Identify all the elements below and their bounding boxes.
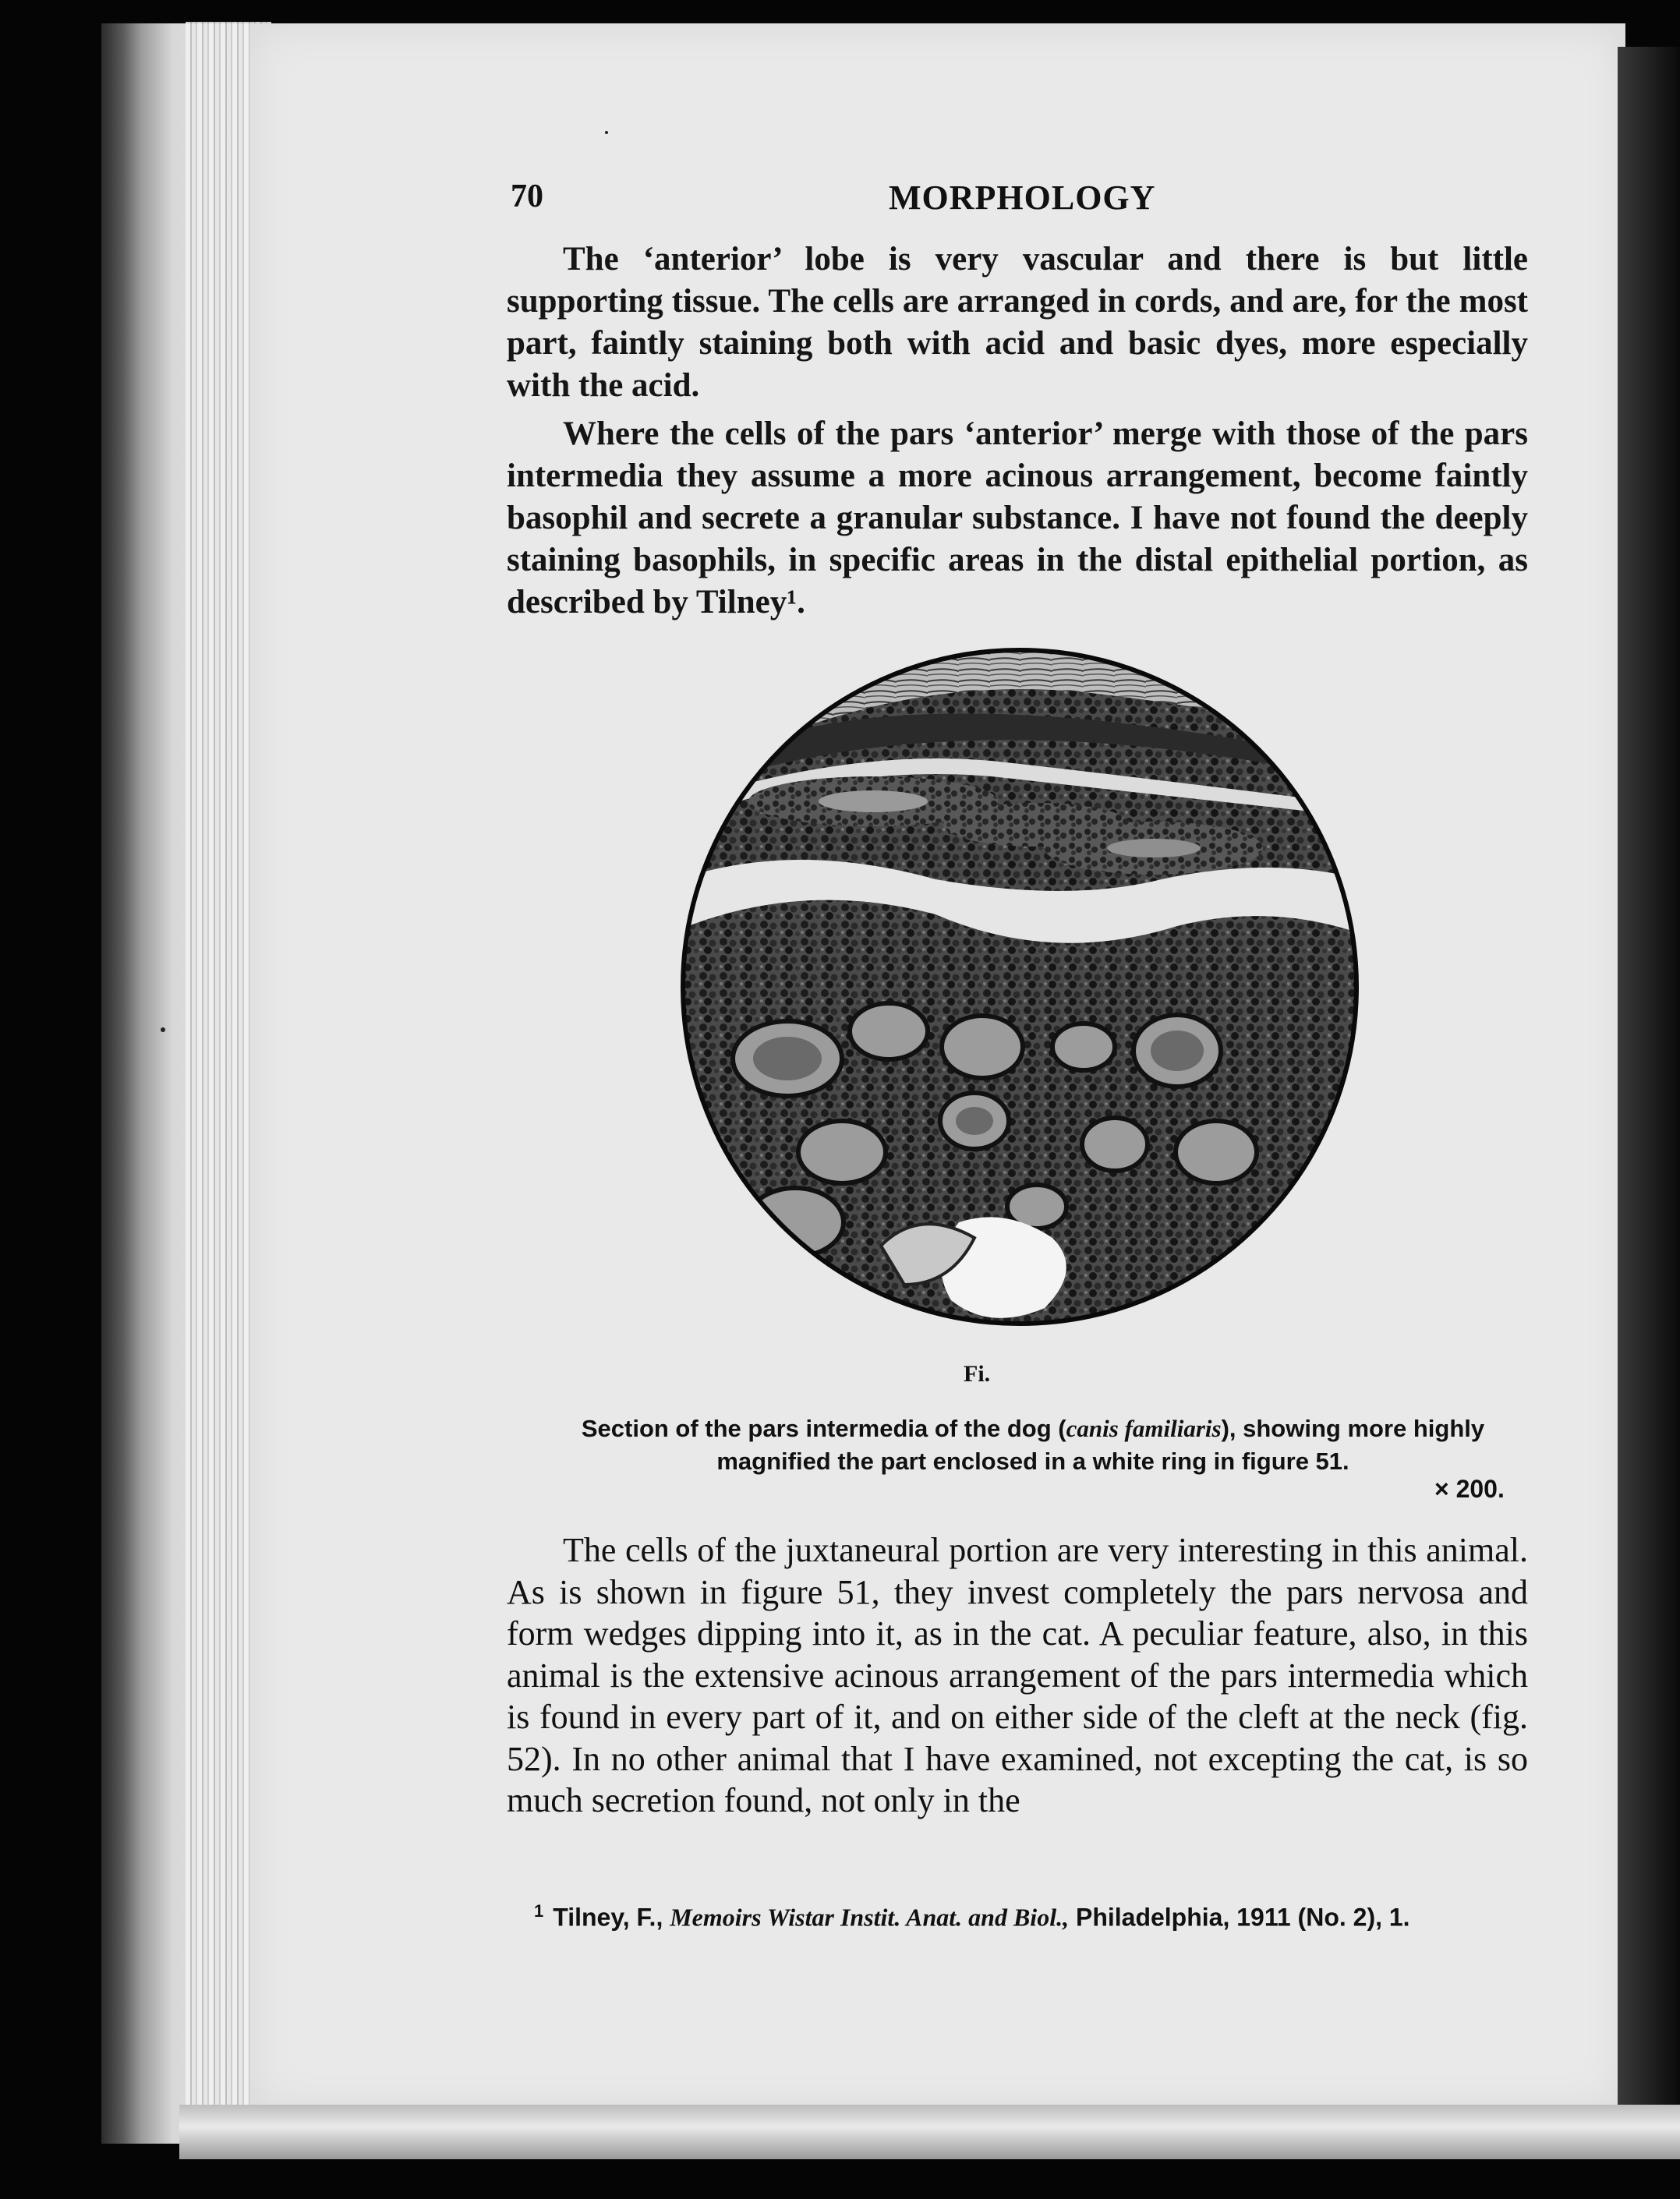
- footnote: [534, 1896, 1540, 1933]
- magnification-label: × 200.: [1434, 1475, 1505, 1503]
- running-title: MORPHOLOGY: [889, 179, 1156, 217]
- scan-speck: [605, 131, 608, 134]
- caption-text-end: ), showing more highly magnified the part enclosed in a white ring in figure 51.: [716, 1415, 1485, 1475]
- footnote-details: Philadelphia, 1911 (No. 2), 1.: [1075, 1903, 1410, 1932]
- histology-figure: [678, 645, 1361, 1328]
- footnote-mark: 1: [534, 1901, 544, 1921]
- paragraph-juxtaneural: The cells of the juxtaneural portion are very interesting in this animal. As is shown in figure 51, they invest completely the pars nervosa and form wedges dipping into it, as in the cat. A peculiar feature, also, in this animal is the extensive acinous arrangement of the pars intermedia which is found in every part of it, and on either side of the cleft at the neck (fig. 52). In no other animal that I have examined, not excepting the cat, is so much secretion found, not only in the: [507, 1531, 1528, 1819]
- caption-species-name: canis familiaris: [1066, 1415, 1222, 1442]
- scan-speck: [161, 1027, 165, 1032]
- micrograph-illustration: [678, 645, 1361, 1328]
- scan-bottom-edge: [179, 2105, 1680, 2159]
- caption-text-start: Section of the pars intermedia of the dog (: [581, 1415, 1066, 1442]
- page-number: 70: [511, 179, 543, 214]
- figure-label: Fi.: [964, 1361, 991, 1387]
- footnote-journal: Memoirs Wistar Instit. Anat. and Biol.,: [670, 1903, 1070, 1932]
- scan-shadow-right: [1618, 47, 1680, 2105]
- figure-caption: [538, 1412, 1528, 1478]
- paragraph-anterior-lobe: The ‘anterior’ lobe is very vascular and there is but little supporting tissue. The cells are arranged in cords, and are, for the most part, faintly staining both with acid and basic dyes, more especially with the acid.: [507, 241, 1528, 404]
- paragraph-pars-intermedia: Where the cells of the pars ‘anterior’ merge with those of the pars intermedia they assume a more acinous arrangement, become faintly basophil and secrete a granular substance. I have not found the deeply staining basophils, in specific areas in the distal epithelial portion, as described by Tilney¹.: [507, 415, 1528, 620]
- footnote-author: Tilney, F.,: [553, 1903, 663, 1932]
